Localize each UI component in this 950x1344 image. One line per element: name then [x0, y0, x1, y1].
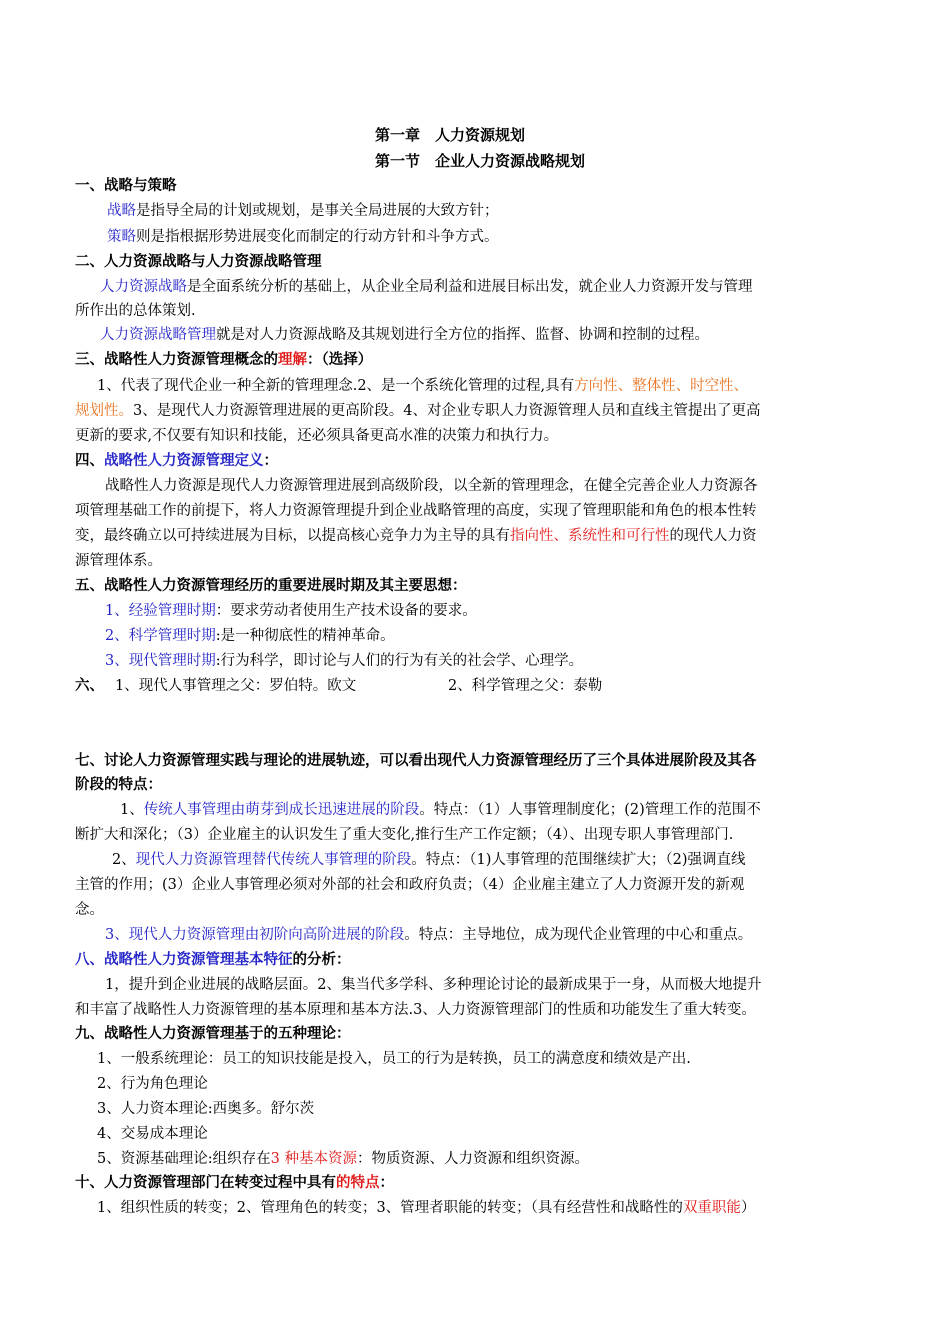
section-title: 第一节 企业人力资源战略规划	[375, 152, 586, 170]
section-4-heading: 四、战略性人力资源管理定义：	[75, 452, 278, 469]
section-4-line-4: 源管理体系。	[75, 553, 162, 569]
section-4-line-3: 变，最终确立以可持续进展为目标，以提高核心竞争力为主导的具有指向性、系统性和可行性的现代人力资	[75, 528, 757, 544]
section-1-line-1: 战略是指导全局的计划或规划，是事关全局进展的大致方针；	[107, 203, 499, 219]
section-6-row-1	[75, 676, 865, 696]
term-tactic: 策略	[107, 229, 136, 245]
section-3-line-2: 规划性。3、是现代人力资源管理进展的更高阶段。4、对企业专职人力资源管理人员和直线主管提出了更高	[75, 403, 761, 419]
section-7-heading-line-1: 七、讨论人力资源管理实践与理论的进展轨迹，可以看出现代人力资源管理经历了三个具体进展阶段及其各	[75, 752, 757, 769]
section-9-item-3: 3、人力资本理论:西奥多。舒尔茨	[97, 1101, 315, 1117]
s6-item-2: 2、科学管理之父：泰勒	[448, 678, 603, 694]
section-7-heading-line-2: 阶段的特点：	[75, 776, 162, 793]
section-10-line-1: 1、组织性质的转变；2、管理角色的转变；3、管理者职能的转变；（具有经营性和战略性的双重职能）	[97, 1200, 756, 1216]
section-3-heading: 三、战略性人力资源管理概念的理解：（选择）	[75, 351, 373, 368]
section-6-heading: 六、	[75, 677, 104, 694]
section-7-stage-1: 1、传统人事管理由萌芽到成长迅速进展的阶段。特点：（1）人事管理制度化；(2)管理工作的范围不	[120, 802, 761, 818]
s6-item-1: 1、现代人事管理之父：罗伯特。欧文	[115, 678, 357, 694]
section-8-heading: 八、战略性人力资源管理基本特征的分析：	[75, 951, 351, 968]
section-10-heading: 十、人力资源管理部门在转变过程中具有的特点：	[75, 1174, 394, 1191]
section-4-line-1: 战略性人力资源是现代人力资源管理进展到高级阶段，以全新的管理理念，在健全完善企业人力资源各	[105, 478, 758, 494]
section-9-item-2: 2、行为角色理论	[97, 1076, 208, 1092]
section-9-item-4: 4、交易成本理论	[97, 1126, 208, 1142]
section-9-heading: 九、战略性人力资源管理基于的五种理论：	[75, 1025, 351, 1042]
section-5-item-3: 3、现代管理时期:行为科学，即讨论与人们的行为有关的社会学、心理学。	[105, 653, 584, 669]
term-hr-strategy: 人力资源战略	[100, 279, 187, 295]
section-5-item-2: 2、科学管理时期:是一种彻底性的精神革命。	[105, 628, 395, 644]
section-2-line-1: 人力资源战略是全面系统分析的基础上，从企业全局利益和进展目标出发，就企业人力资源开发与管理	[100, 279, 753, 295]
section-8-line-2: 和丰富了战略性人力资源管理的基本原理和基本方法.3、人力资源管理部门的性质和功能发生了重大转变。	[75, 1002, 756, 1018]
section-2-heading: 二、人力资源战略与人力资源战略管理	[75, 253, 322, 270]
section-9-item-1: 1、一般系统理论：员工的知识技能是投入，员工的行为是转换，员工的满意度和绩效是产出.	[97, 1051, 691, 1067]
term-hr-strategic-management: 人力资源战略管理	[100, 327, 216, 343]
section-8-line-1: 1，提升到企业进展的战略层面。2、集当代多学科、多种理论讨论的最新成果于一身，从而极大地提升	[105, 977, 762, 993]
section-4-line-2: 项管理基础工作的前提下，将人力资源管理提升到企业战略管理的高度，实现了管理职能和角色的根本性转	[75, 503, 757, 519]
section-1-heading: 一、战略与策略	[75, 177, 177, 194]
section-7-stage-2-line-3: 念。	[75, 902, 104, 918]
section-7-stage-2-line-2: 主管的作用；(3）企业人事管理必须对外部的社会和政府负责；（4）企业雇主建立了人力资源开发的新观	[75, 877, 745, 893]
section-5-item-1: 1、经验管理时期：要求劳动者使用生产技术设备的要求。	[105, 603, 477, 619]
section-1-line-2: 策略则是指根据形势进展变化而制定的行动方针和斗争方式。	[107, 229, 499, 245]
section-2-line-1b: 所作出的总体策划.	[75, 303, 196, 319]
section-7-stage-3: 3、现代人力资源管理由初阶向高阶进展的阶段。特点：主导地位，成为现代企业管理的中心和重点。	[105, 927, 753, 943]
section-3-line-3: 更新的要求,不仅要有知识和技能，还必须具备更高水准的决策力和执行力。	[75, 428, 559, 444]
term-strategy: 战略	[107, 203, 136, 219]
section-7-stage-1-line-2: 断扩大和深化；（3）企业雇主的认识发生了重大变化,推行生产工作定额；（4）、出现专职人事管理部门.	[75, 827, 734, 843]
section-3-line-1: 1、代表了现代企业一种全新的管理理念.2、是一个系统化管理的过程,具有方向性、整体性、时空性、	[97, 378, 749, 394]
section-9-item-5: 5、资源基础理论:组织存在3 种基本资源：物质资源、人力资源和组织资源。	[97, 1151, 589, 1167]
chapter-title: 第一章 人力资源规划	[375, 126, 526, 144]
section-5-heading: 五、战略性人力资源管理经历的重要进展时期及其主要思想：	[75, 577, 467, 594]
section-7-stage-2: 2、现代人力资源管理替代传统人事管理的阶段。特点：（1)人事管理的范围继续扩大；（2)强调直线	[112, 852, 746, 868]
section-2-line-2: 人力资源战略管理就是对人力资源战略及其规划进行全方位的指挥、监督、协调和控制的过程。	[100, 327, 709, 343]
